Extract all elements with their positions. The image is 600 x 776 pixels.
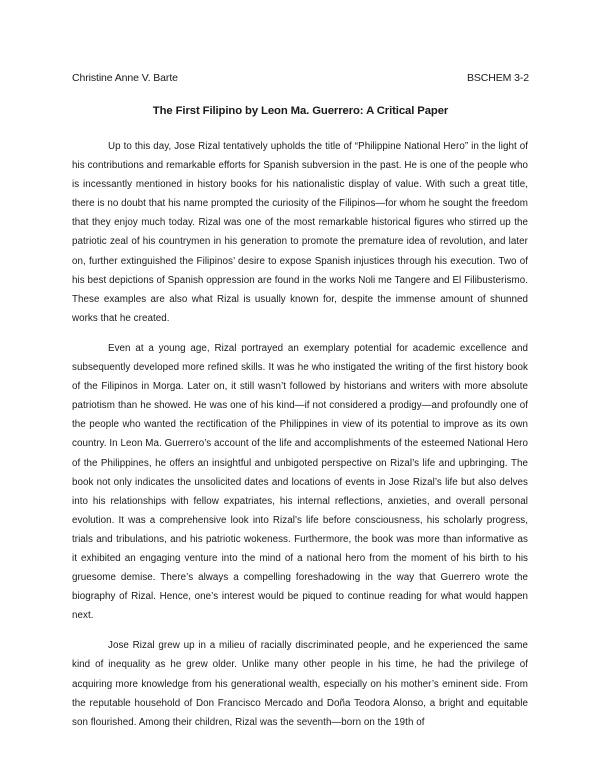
paragraph-2: Even at a young age, Rizal portrayed an exemplary potential for academic excellence and subsequently developed more refined skills. It was he who instigated the writing of the first history book of the Filipinos in Morga. Later on, it still wasn’t followed by historians and writers with more absolute patriotism than he showed. He was one of his kind—if not considered a prodigy—and profoundly one of the people who wanted the rectification of the Philippines in view of its potential to improve as its own country. In Leon Ma. Guerrero’s account of the life and accomplishments of the esteemed National Hero of the Philippines, he offers an insightful and unbigoted perspective on Rizal’s life and upbringing. The book not only indicates the unsolicited dates and locations of events in Jose Rizal’s life but also delves into his relationships with fellow expatriates, his internal reflections, anxieties, and overall personal evolution. It was a comprehensive look into Rizal’s life before consciousness, his scholarly progress, trials and tribulations, and his patriotic wokeness. Furthermore, the book was more than informative as it exhibited an engaging venture into the mind of a national hero from the moment of his birth to his gruesome demise. There’s always a compelling foreshadowing in the way that Guerrero wrote the biography of Rizal. Hence, one’s interest would be piqued to continue reading for what would happen next. — [72, 342, 528, 622]
paper-title: The First Filipino by Leon Ma. Guerrero: A Critical Paper — [152, 105, 449, 117]
document-body — [72, 137, 528, 743]
page-header — [72, 71, 529, 85]
course-section: BSCHEM 3-2 — [466, 72, 529, 84]
paragraph-1: Up to this day, Jose Rizal tentatively upholds the title of “Philippine National Hero” in the light of his contributions and remarkable efforts for Spanish subversion in the past. He is one of the people who is incessantly mentioned in history books for his nationalistic display of value. With such a great title, there is no doubt that his name prompted the curiosity of the Filipinos—for whom he sought the freedom that they enjoy much today. Rizal was one of the most remarkable historical figures who stirred up the patriotic zeal of his countrymen in his generation to promote the premature idea of revolution, and later on, further extinguished the Filipinos’ desire to expose Spanish injustices through his execution. Two of his best depictions of Spanish oppression are found in the works Noli me Tangere and El Filibusterismo. These examples are also what Rizal is usually known for, despite the immense amount of shunned works that he created. — [72, 141, 528, 324]
paragraph-3: Jose Rizal grew up in a milieu of racially discriminated people, and he experienced the same kind of inequality as he grew older. Unlike many other people in his time, he had the privilege of acquiring more knowledge from his generational wealth, especially on his mother’s eminent side. From the reputable household of Don Francisco Mercado and Doña Teodora Alonso, a bright and equitable son flourished. Among their children, Rizal was the seventh—born on the 19th of — [72, 640, 528, 728]
author-name: Christine Anne V. Barte — [72, 72, 178, 84]
